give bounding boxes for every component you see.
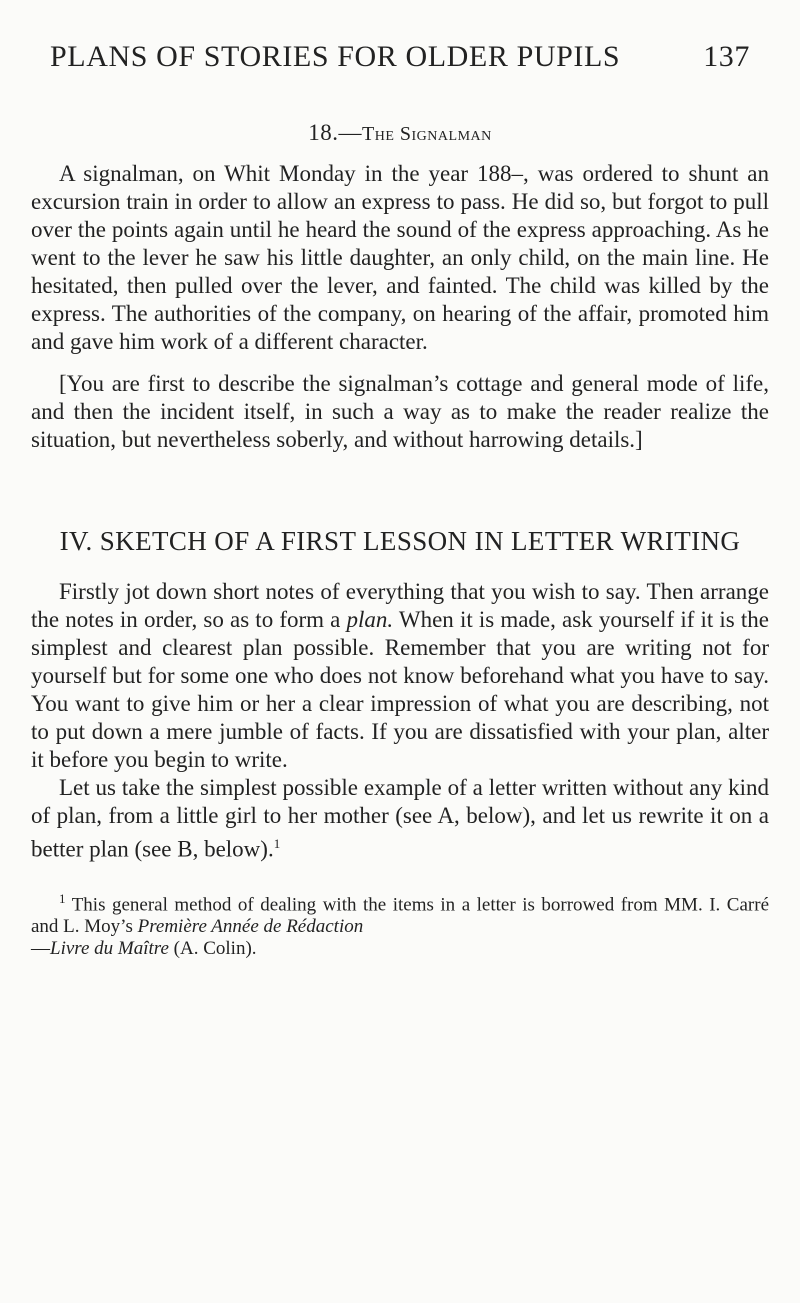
- section-18-heading: [31, 120, 769, 146]
- footnote: [31, 888, 769, 960]
- letter-writing-paragraph-2: [31, 774, 769, 864]
- footnote-dash: —: [31, 937, 50, 959]
- body-text: [31, 120, 769, 960]
- running-head-title: PLANS OF STORIES FOR OLDER PUPILS: [50, 40, 621, 73]
- footnote-text-a: This general method of dealing with the items in a letter is borrowed from MM. I. Carré and L. Moy’s: [31, 893, 769, 937]
- footnote-book-title-1: Première Année de Rédaction: [137, 915, 364, 937]
- p1-text-b: When it is made, ask yourself if it is the simplest and clearest plan possible. Remember that you are writing not for yourself but for some one who does not know beforehand what you have to say. You want to give him or her a clear impression of what you are describing, not to put down a mere jumble of facts. If you are dissatisfied with your plan, alter it before you begin to write.: [31, 607, 769, 772]
- plan-emphasis: plan.: [346, 607, 394, 632]
- footnote-reference: 1: [273, 836, 281, 851]
- running-head: [50, 40, 750, 74]
- part-iv-heading: IV. SKETCH OF A FIRST LESSON IN LETTER WRITING: [59, 526, 741, 556]
- p2-text: Let us take the simplest possible example of a letter written without any kind of plan, from a little girl to her mother (see A, below), and let us rewrite it on a better plan (see B, below).: [31, 775, 769, 862]
- footnote-book-title-2: Livre du Maître: [50, 937, 169, 959]
- p1-text-a: Firstly jot down short notes of everything that you wish to say. Then arrange the notes in order, so as to form a: [31, 579, 769, 632]
- story-paragraph: A signalman, on Whit Monday in the year 188–, was ordered to shunt an excursion train in order to allow an express to pass. He did so, but forgot to pull over the points again until he heard the sound of the express approaching. As he went to the lever he saw his little daughter, an only child, on the main line. He hesitated, then pulled over the lever, and fainted. The child was killed by the express. The authorities of the company, on hearing of the affair, promoted him and gave him work of a different character.: [31, 161, 769, 354]
- footnote-marker: 1: [59, 890, 66, 906]
- story-instructions: [You are first to describe the signalman’s cottage and general mode of life, and then the incident itself, in such a way as to make the reader realize the situation, but nevertheless soberly, and without harrowing details.]: [31, 371, 769, 452]
- footnote-text-b: (A. Colin).: [173, 937, 257, 959]
- section-18-title: The Signalman: [362, 123, 492, 145]
- section-18-number: 18.—: [308, 120, 363, 145]
- letter-writing-paragraph-1: [31, 578, 769, 774]
- page-number: 137: [703, 40, 750, 73]
